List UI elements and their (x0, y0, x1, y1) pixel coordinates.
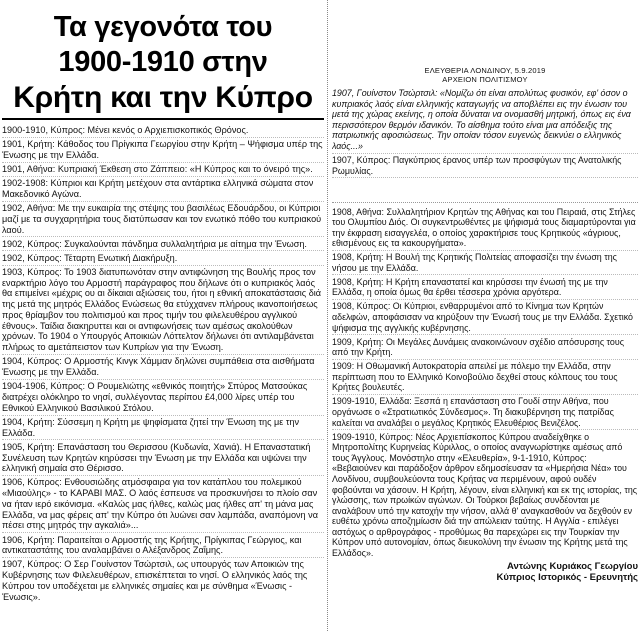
headline-line-1: Τα γεγονότα του (53, 11, 273, 43)
chronology-entry: 1909-1910, Ελλάδα: Ξεσπά η επανάσταση στο Γουδί στην Αθήνα, που οργάνωσε ο «Στρατιωτικός Σύνδεσμος». Τη διακυβέρνηση της πατρίδας καλείται να αναλάβει ο μεγάλος Κρητικός Ελευθέριος Βενιζέλος. (332, 396, 638, 430)
chronology-entry: 1906, Κρήτη: Παραιτείται ο Αρμοστής της Κρήτης, Πρίγκιπας Γεώργιος, και αντικαταστάτης του αναλαμβάνει ο Αλέξανδρος Ζαΐμης. (2, 535, 324, 559)
chronology-entry: 1904, Κύπρος: Ο Αρμοστής Κινγκ Χάμμαν δηλώνει συμπάθεια στα αισθήματα Ένωσης με την Ελλάδα. (2, 356, 324, 380)
chronology-entry: 1901, Αθήνα: Κυπριακή Έκθεση στο Ζάππειο: «Η Κύπρος και το όνειρό της». (2, 164, 324, 177)
chronology-entry: 1902, Κύπρος: Τέταρτη Ενωτική Διακήρυξη. (2, 253, 324, 266)
left-column (2, 4, 324, 628)
column-divider (327, 0, 328, 631)
chronology-entry: 1906, Κύπρος: Ενθουσιώδης ατμόσφαιρα για τον κατάπλου του πολεμικού «Μιαούλης» - το ΚΑΡΑΒΙ ΜΑΣ. Ο λαός έσπευσε να προσκυνήσει το πλοίο σαν να ήταν ιερό εικόνισμα. «Καλώς μας ήλθες, καλώς μας ήλθες απ' τη μάνα μας Ελλάδα, να μας φέρεις απ' την Κύπρο ότι λυώνει σαν λαμπάδα, αναπόμονη να πέσει στης μητρός την αγκαλιά»... (2, 477, 324, 533)
chronology-entry: 1901, Κρήτη: Κάθοδος του Πρίγκιπα Γεωργίου στην Κρήτη – Ψήφισμα υπέρ της Ένωσης με την Ελλάδα. (2, 139, 324, 163)
chronology-entry: 1902, Κύπρος: Συγκαλούνται πάνδημα συλλαλητήρια με αίτημα την Ένωση. (2, 239, 324, 252)
source-archive: ΑΡΧΕΙΟΝ ΠΟΛΙΤΙΣΜΟΥ (442, 75, 528, 84)
chronology-entry: 1909: Η Οθωμανική Αυτοκρατορία απειλεί με πόλεμο την Ελλάδα, στην περίπτωση που το Ελληνικό Κοινοβούλιο δεχθεί στους κόλπους του τους Κρήτες βουλευτές. (332, 361, 638, 395)
chronology-entry: 1907, Κύπρος: Ο Σερ Γουίνστον Τσώρτσιλ, ως υπουργός των Αποικιών της Κυβέρνησης των Φιλελευθέρων, επισκέπτεται το νησί. Ο ελληνικός λαός της Κύπρου τον υποδέχεται με ελληνικές σημαίες και με σύνθημα «Ένωσις - Ένωσις». (2, 559, 308, 602)
chronology-entry: 1909, Κρήτη: Οι Μεγάλες Δυνάμεις ανακοινώνουν σχέδιο απόσυρσης τους από την Κρήτη. (332, 337, 638, 360)
chronology-entry: 1908, Κρήτη: Η Κρήτη επαναστατεί και κηρύσσει την ένωσή της με την Ελλάδα, η οποία όμως θα έρθει τέσσερα χρόνια αργότερα. (332, 277, 638, 300)
headline (2, 10, 324, 115)
chronology-entry: 1902, Αθήνα: Με την ευκαιρία της στέψης του βασιλέως Εδουάρδου, οι Κύπριοι μαζί με τα συγχαρητήρια τους διατύπωσαν και τον ενωτικό πόθο του κυπριακού λαού. (2, 203, 324, 237)
source-credit (332, 66, 638, 84)
headline-rule (2, 118, 324, 120)
chronology-entry: 1904, Κρήτη: Σύσσεμη η Κρήτη με ψηφίσματα ζητεί την Ένωση της με την Ελλάδα. (2, 417, 324, 441)
chronology-entry: 1905, Κρήτη: Επανάσταση του Θερισσου (Κυδωνία, Χανιά). Η Επαναστατική Συνέλευση των Κρητών κηρύσσει την Ένωση με την Ελλάδα και υψώνει την ελληνική σημαία στο Θέρισσο. (2, 442, 324, 476)
chronology-entry: 1907, Γουίνστον Τσώρτσιλ: «Νομίζω ότι είναι απολύτως φυσικόν, εφ' όσον ο κυπριακός λαός είναι ελληνικής καταγωγής να αποβλέπει εις την ένωσιν του μετά της χώρας εκείνης, η οποία δύναται να ονομασθή μητρική, όπως εις ένα περισσότερον θερμόν ιδανικόν. Το αίσθημα τούτο είναι μια απόδειξις της πατριωτικής αφοσιώσεως. Την οποίαν τόσον ευγενώς δεικνύει ο ελληνικός λαός...» (332, 88, 638, 154)
chronology-entry: 1900-1910, Κύπρος: Μένει κενός ο Αρχιεπισκοπικός Θρόνος. (2, 125, 324, 138)
author-role: Κύπριος Ιστορικός - Ερευνητής (496, 572, 638, 584)
section-gap (332, 180, 638, 203)
headline-line-3: Κρήτη και την Κύπρο (13, 81, 313, 114)
author-name: Αντώνης Κυριάκος Γεωργίου (507, 561, 638, 573)
chronology-entry: 1908, Κύπρος: Οι Κύπριοι, ενθαρρυμένοι από το Κίνημα των Κρητών αδελφών, αποφάσισαν να κηρύξουν την Ένωσή τους με την Ελλάδα. Σχετικό ψήφισμα της αγγλικής κυβέρνησης. (332, 301, 638, 335)
source-newspaper: ΕΛΕΥΘΕΡΙΑ ΛΟΝΔΙΝΟΥ, 5.9.2019 (424, 66, 546, 75)
left-entries-list (2, 125, 324, 603)
chronology-entry: 1902-1908: Κύπριοι και Κρήτη μετέχουν στα αντάρτικα ελληνικά σώματα στον Μακεδονικό Αγώνα. (2, 178, 324, 202)
chronology-entry: 1904-1906, Κύπρος: Ο Ρουμελιώτης «εθνικός ποιητής» Σπύρος Ματσούκας διατρέχει ολόκληρο το νησί, συλλέγοντας περίπου £4,000 λίρες υπέρ του Εθνικού Ελληνικού Βασιλικού Στόλου. (2, 381, 324, 415)
signature (332, 561, 638, 583)
chronology-entry: 1907, Κύπρος: Παγκύπριος έρανος υπέρ των προσφύγων της Ανατολικής Ρωμυλίας. (332, 155, 638, 178)
headline-line-2: 1900-1910 στην (58, 46, 268, 78)
chronology-entry: 1908, Κρήτη: Η Βουλή της Κρητικής Πολιτείας αποφασίζει την ένωση της νήσου με την Ελλάδα. (332, 252, 638, 275)
chronology-entry: 1908, Αθήνα: Συλλαλητήριον Κρητών της Αθήνας και του Πειραιά, στις Στήλες του Ολυμπίου Διός. Οι συγκεντρωθέντες με ψήφισμά τους διαμαρτύρονται για την έκφραση εισαγγελέα, ο οποίος χαρακτήρισε τους Κρητικούς «άγριους, εθισμένους εις τα κακουργήματα». (332, 207, 638, 251)
chronology-entry: 1909-1910, Κύπρος: Νέος Αρχιεπίσκοπος Κύπρου αναδείχθηκε ο Μητροπολίτης Κυρηνείας Κύριλλος, ο οποίος αναγνωρίστηκε αμέσως από τους Άγγλους. Μονόστηλο στην «Ελευθερία», 9-1-1910, Κύπρος: «Βεβαιούνεν και παράδοξον άρθρον εδημοσίευσαν τα «Ημερήσια Νέα» του Λονδίνου, συμβουλεύοντα τους Κρήτας να περιμένουν, αφού ουδέν φοβούνται να χάσουν. Η Κρήτη, λέγουν, είναι ελληνική και εκ της ιστορίας, της γλώσσης, των πρωίκών αγώνων. Οι Τούρκοι βεβαίως συνδέονται με αναλάβουν υπό την κατοχήν την νήσον, αλλά θ' αναγκασθούν να δεχθούν εν ευθέτω χρόνω αποζημίωσιν διά την απώλειαν ταύτης. Η Αγγλία - επιλέγει αστόχως ο αρθρογράφος - προθύμως θα παρεχώρει εις την Τουρκίαν την Κύπρον υπό αυτονομίαν, όπως διευκολύνη την ένωσιν της Κρήτης μετά της Ελλάδος». (332, 431, 638, 559)
right-entries-list (332, 88, 638, 560)
chronology-entry: 1903, Κύπρος: Το 1903 διατυπωνόταν στην αντιφώνηση της Βουλής προς τον εναρκτήριο λόγο του Αρμοστή παράγραφος που δήλωνε ότι ο κυπριακός λαός θα επιμείνει «μέχρις ου αι δίκαιαι αξιώσεις του, ήτοι η εθνική αποκατάστασις διά της μετά της μητρός Ελλάδος Ενώσεως θα ετύχχανεν πλήρους ικανοποιήσεως προς θρίαμβον του πολιτισμού και προς τιμήν του φιλελευθέρου αγγλικού έθνους». Ταίδια διακηρυττει και οι αντιφωνήσεις των αμέσως ακολούθων χρόνων. Το 1904 ο Υπουργός Αποικιών Λόττελτον δήλωνει ότι αντιλαμβάνεται πλήρως το αμετάπειστον των Κυπρίων για την Ένωση. (2, 267, 324, 355)
right-column (332, 4, 638, 628)
